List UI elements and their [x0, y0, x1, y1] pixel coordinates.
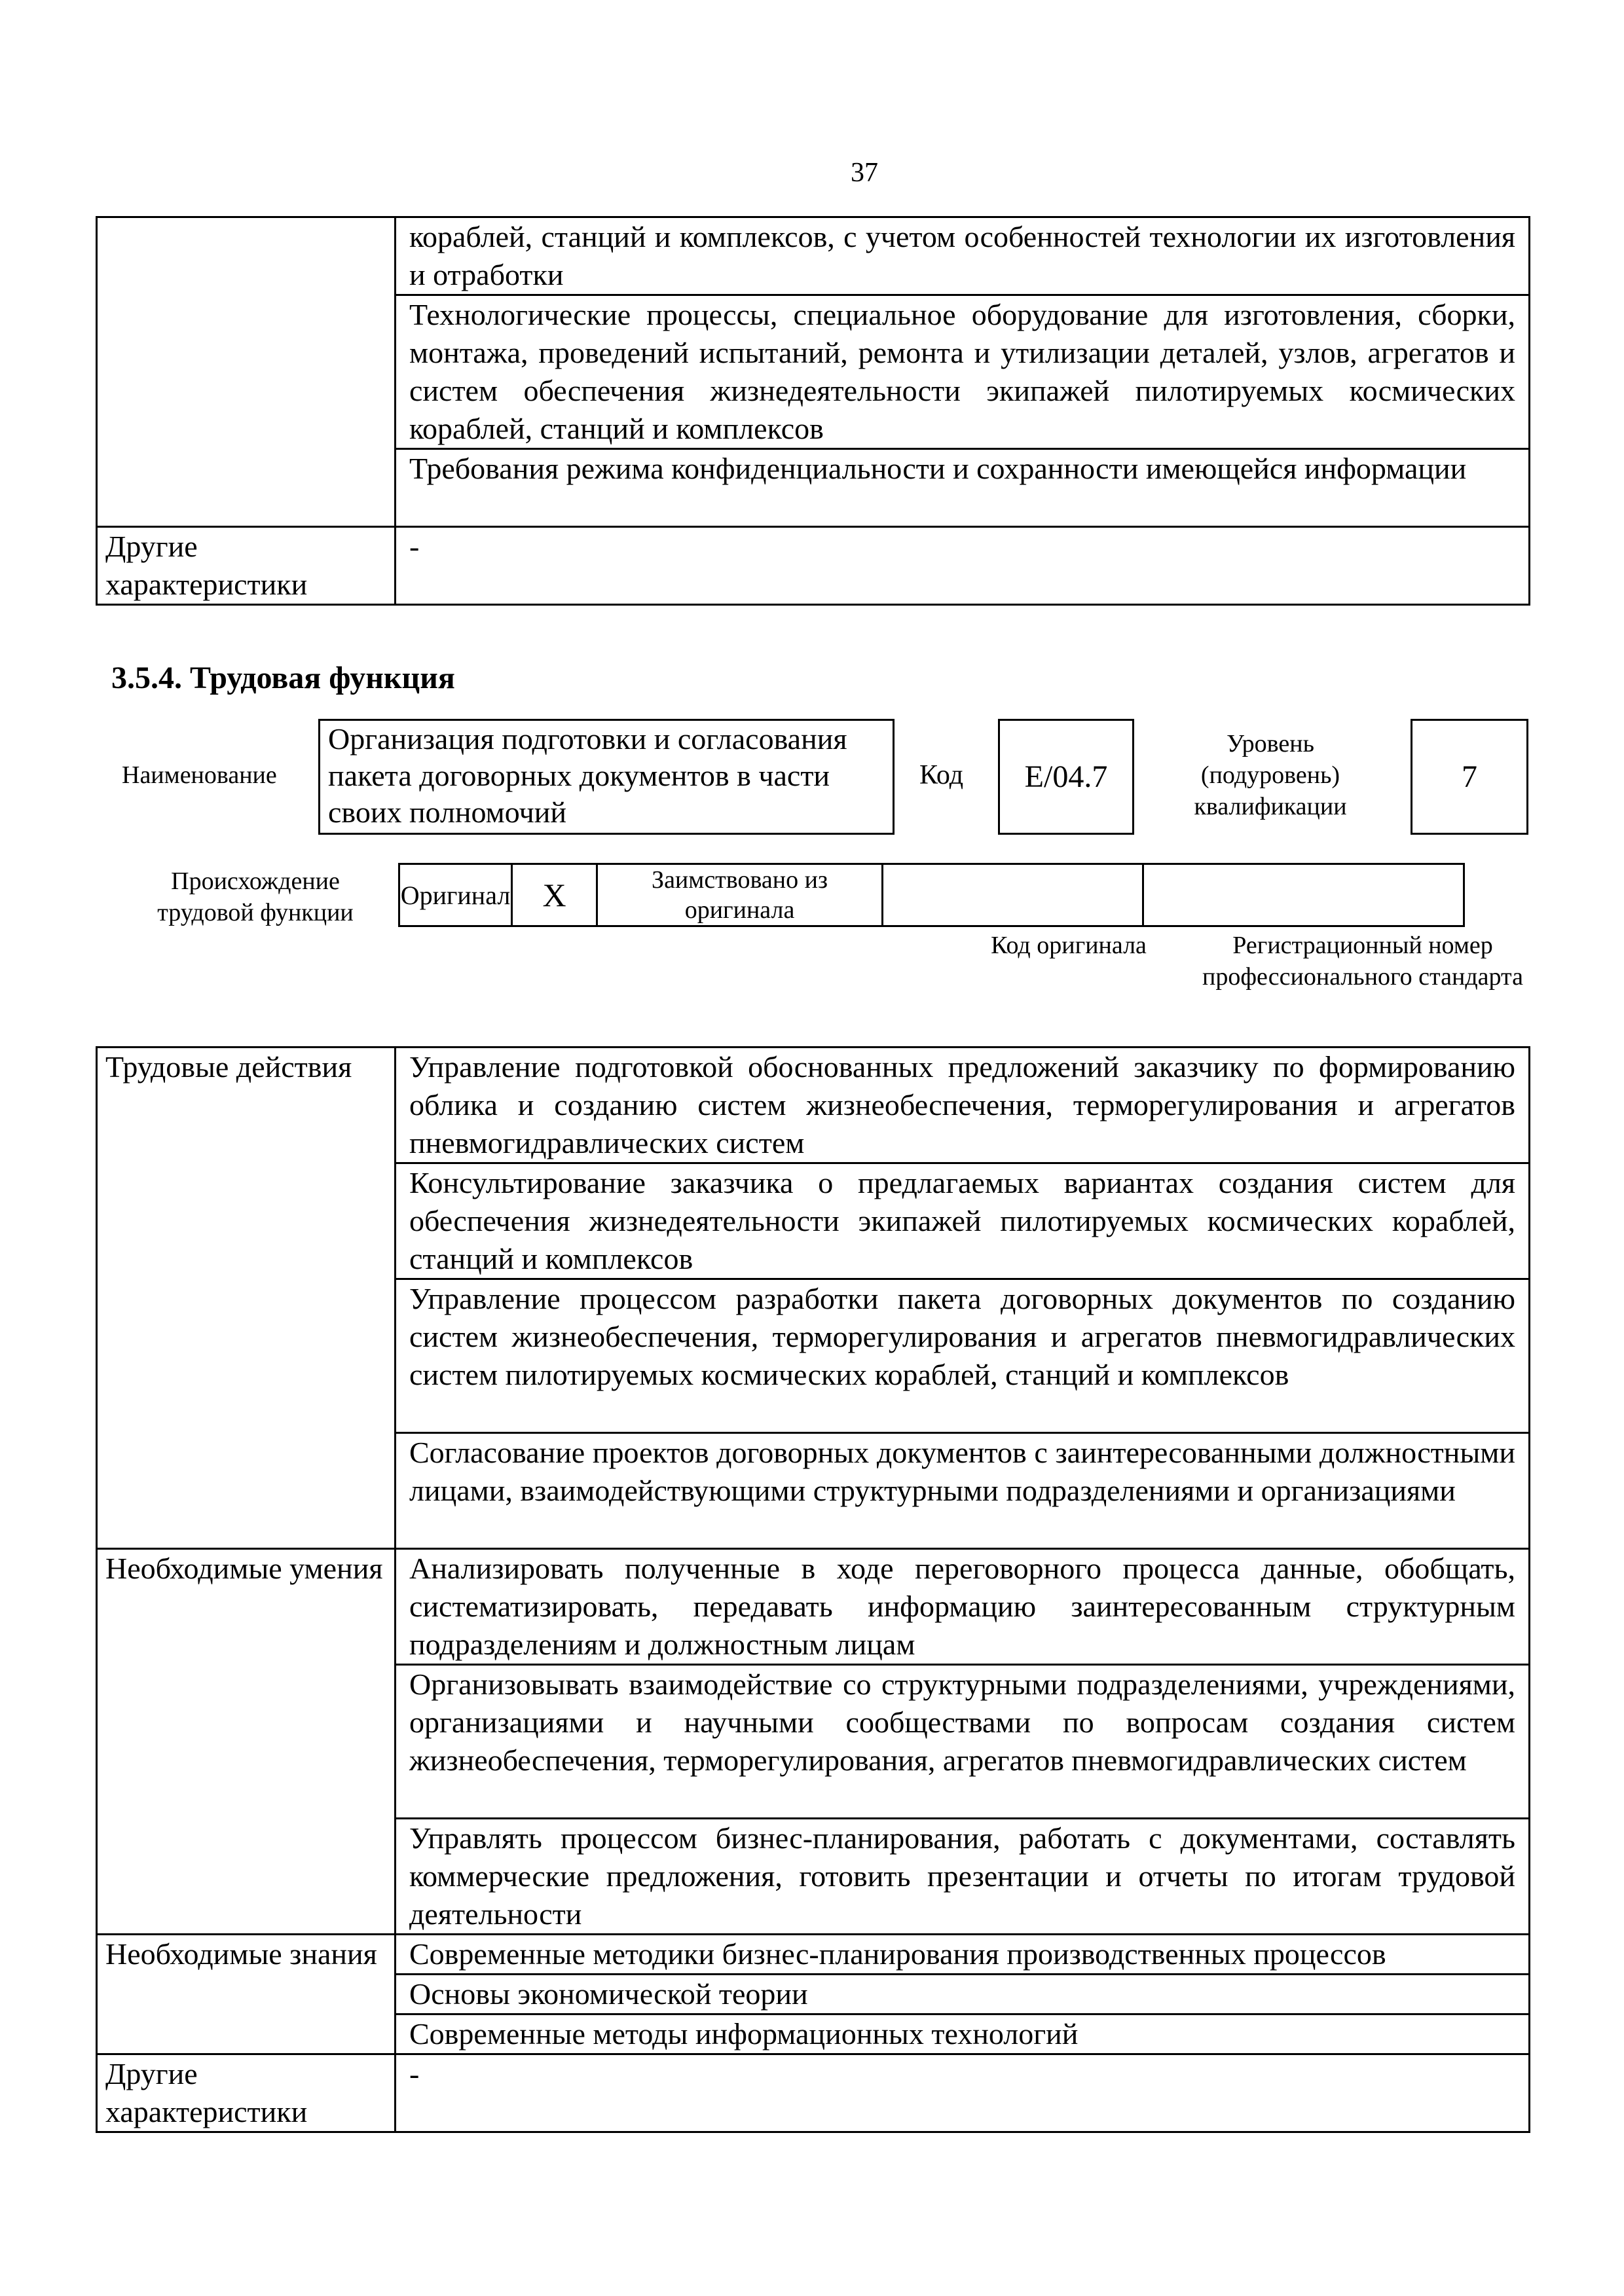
qualification-level-box: 7 [1411, 719, 1528, 835]
code-value-box: E/04.7 [998, 719, 1134, 835]
origin-original-cell: Оригинал [399, 864, 512, 926]
table-text-cell: Технологические процессы, специальное оборудование для изготовления, сборки, монтажа, проведений испытаний, ремонта и утилизации деталей, узлов, агрегатов и систем обеспечения жизнедеятельности экипажей пилотируемых космических кораблей, станций и комплексов [396, 295, 1530, 449]
table-text-cell: - [396, 527, 1530, 605]
qualification-level-label: Уровень (подуровень) квалификации [1194, 730, 1347, 820]
section-heading: 3.5.4. Трудовая функция [111, 661, 455, 695]
page-number: 37 [851, 158, 878, 188]
table-row [97, 217, 1530, 295]
knowledge-cell: Современные методики бизнес-планирования производственных процессов [396, 1935, 1530, 1975]
registration-number-caption: Регистрационный номер профессионального стандарта [1202, 932, 1523, 991]
origin-table [398, 863, 1465, 927]
table-row [97, 1935, 1530, 1975]
labor-action-cell: Согласование проектов договорных документов с заинтересованными должностными лицами, взаимодействующими структурными подразделениями и организациями [396, 1433, 1530, 1549]
labor-function-table [96, 1046, 1530, 2133]
skills-label: Необходимые умения [97, 1549, 396, 1935]
other-characteristics-value: - [396, 2054, 1530, 2132]
knowledge-cell: Современные методы информационных технологий [396, 2014, 1530, 2054]
skill-cell: Управлять процессом бизнес-планирования, работать с документами, составлять коммерческие предложения, готовить презентации и отчеты по итогам трудовой деятельности [396, 1819, 1530, 1935]
labor-actions-label: Трудовые действия [97, 1048, 396, 1549]
origin-borrowed-cell: Заимствовано из оригинала [597, 864, 883, 926]
labor-action-cell: Управление процессом разработки пакета договорных документов по созданию систем жизнеобеспечения, терморегулирования и агрегатов пневмогидравлических систем пилотируемых космических кораблей, станций и комплексов [396, 1279, 1530, 1433]
skill-cell: Организовывать взаимодействие со структурными подразделениями, учреждениями, организациями и научными сообществами по вопросам создания систем жизнеобеспечения, терморегулирования, агрегатов пневмогидравлических систем [396, 1665, 1530, 1819]
table-text-cell: Требования режима конфиденциальности и сохранности имеющейся информации [396, 449, 1530, 527]
origin-code-cell [883, 864, 1143, 926]
table-label-cell: Другие характеристики [97, 527, 396, 605]
table-row [97, 1549, 1530, 1665]
table-row [97, 527, 1530, 605]
original-code-caption: Код оригинала [991, 932, 1147, 959]
table-row [97, 1048, 1530, 1163]
origin-label: Происхождение трудовой функции [157, 867, 354, 926]
continued-table [96, 216, 1530, 606]
origin-mark-cell: X [512, 864, 597, 926]
labor-action-cell: Консультирование заказчика о предлагаемых вариантах создания систем для обеспечения жизнедеятельности экипажей пилотируемых космических кораблей, станций и комплексов [396, 1163, 1530, 1279]
function-name-box: Организация подготовки и согласования пакета договорных документов в части своих полномочий [318, 719, 895, 835]
labor-action-cell: Управление подготовкой обоснованных предложений заказчику по формированию облика и созданию систем жизнеобеспечения, терморегулирования и агрегатов пневмогидравлических систем [396, 1048, 1530, 1163]
table-label-cell [97, 217, 396, 527]
code-label: Код [919, 760, 964, 790]
knowledge-cell: Основы экономической теории [396, 1975, 1530, 2014]
other-characteristics-label: Другие характеристики [97, 2054, 396, 2132]
table-text-cell: кораблей, станций и комплексов, с учетом особенностей технологии их изготовления и отработки [396, 217, 1530, 295]
name-label: Наименование [122, 761, 277, 789]
table-row [97, 2054, 1530, 2132]
skill-cell: Анализировать полученные в ходе переговорного процесса данные, обобщать, систематизировать, передавать информацию заинтересованным структурным подразделениям и должностным лицам [396, 1549, 1530, 1665]
knowledge-label: Необходимые знания [97, 1935, 396, 2054]
origin-reg-number-cell [1143, 864, 1464, 926]
